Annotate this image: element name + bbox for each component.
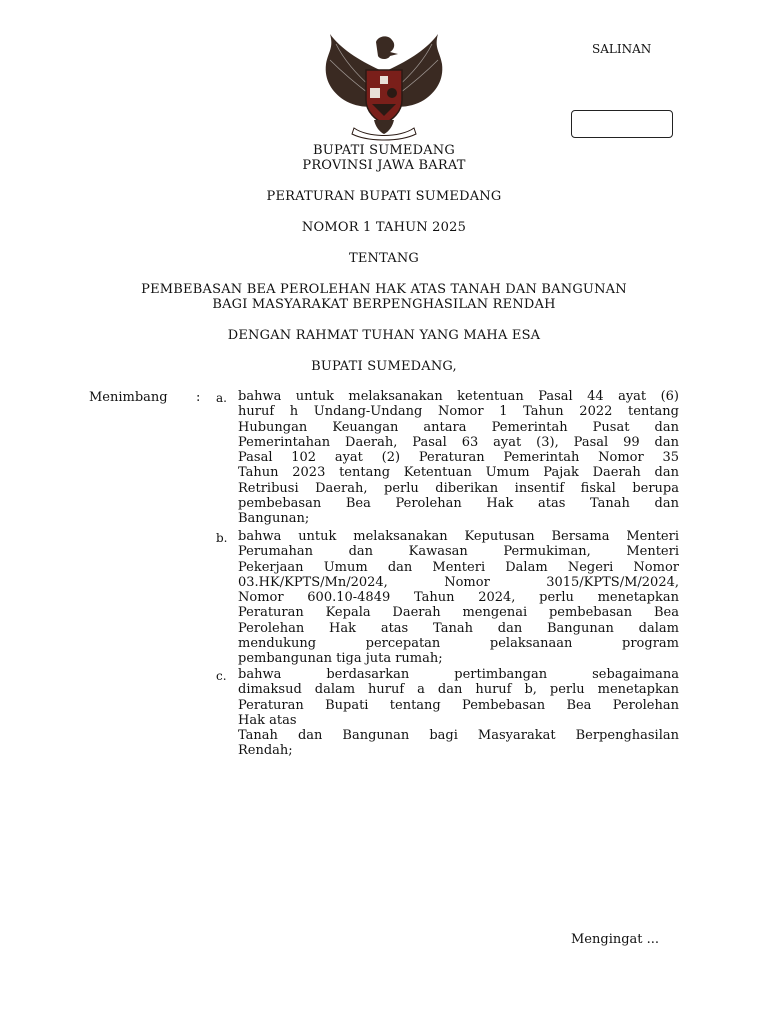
item-b-line: bahwa untuk melaksanakan Keputusan Bersama Menteri (238, 529, 679, 544)
item-c-line: Peraturan Bupati tentang Pembebasan Bea Perolehan (238, 697, 679, 713)
item-a-line: bahwa untuk melaksanakan ketentuan Pasal 44 ayat (6) (238, 389, 679, 404)
authority-line-2: PROVINSI JAWA BARAT (302, 158, 466, 173)
item-letter-a: a. (216, 391, 227, 405)
issuer-line: BUPATI SUMEDANG, (311, 359, 457, 374)
considering-item-a (238, 389, 679, 527)
doc-about: TENTANG (348, 251, 420, 266)
item-a-line: Hubungan Keuangan antara Pemerintah Pusat dan (238, 419, 679, 435)
item-c-line: Hak atas (238, 712, 297, 728)
item-c-line: bahwa berdasarkan pertimbangan sebagaimana (238, 667, 679, 682)
item-b-line: mendukung percepatan pelaksanaan program (238, 636, 679, 652)
item-a-line: Pemerintahan Daerah, Pasal 63 ayat (3), Pasal 99 dan (238, 434, 679, 450)
item-a-line: huruf h Undang-Undang Nomor 1 Tahun 2022 tentang (238, 404, 679, 420)
continuation-marker: Mengingat ... (571, 932, 660, 947)
item-a-line: pembebasan Bea Perolehan Hak atas Tanah dan (238, 496, 679, 512)
copy-mark: SALINAN (592, 42, 652, 56)
considering-label: Menimbang (89, 390, 168, 405)
considering-colon: : (196, 390, 201, 405)
garuda-emblem-icon (318, 30, 450, 142)
item-b-line: Nomor 600.10-4849 Tahun 2024, perlu menetapkan (238, 590, 679, 606)
item-a-line: Pasal 102 ayat (2) Peraturan Pemerintah Nomor 35 (238, 450, 679, 466)
stamp-box (571, 110, 673, 138)
item-a-line: Tahun 2023 tentang Ketentuan Umum Pajak Daerah dan (238, 465, 679, 481)
item-b-line: Perumahan dan Kawasan Permukiman, Menteri (238, 544, 679, 560)
doc-number: NOMOR 1 TAHUN 2025 (301, 220, 467, 235)
item-c-line: Tanah dan Bangunan bagi Masyarakat Berpenghasilan (238, 728, 679, 744)
considering-item-b (238, 529, 679, 667)
considering-item-c (238, 667, 679, 759)
doc-type: PERATURAN BUPATI SUMEDANG (266, 189, 502, 204)
item-a-line: Retribusi Daerah, perlu diberikan insentif fiskal berupa (238, 480, 679, 496)
item-c-line: dimaksud dalam huruf a dan huruf b, perlu menetapkan (238, 682, 679, 698)
item-b-line: 03.HK/KPTS/Mn/2024, Nomor 3015/KPTS/M/2024, (238, 574, 679, 590)
item-c-line: Rendah; (238, 743, 293, 759)
item-b-line: Pekerjaan Umum dan Menteri Dalam Negeri Nomor (238, 559, 679, 575)
item-letter-b: b. (216, 531, 228, 545)
subject-line-2: BAGI MASYARAKAT BERPENGHASILAN RENDAH (212, 297, 556, 312)
authority-line-1: BUPATI SUMEDANG (313, 143, 455, 158)
item-a-line: Bangunan; (238, 511, 310, 527)
item-b-line: pembangunan tiga juta rumah; (238, 651, 443, 667)
subject-line-1: PEMBEBASAN BEA PEROLEHAN HAK ATAS TANAH DAN BANGUNAN (141, 282, 627, 297)
blessing-line: DENGAN RAHMAT TUHAN YANG MAHA ESA (227, 328, 541, 343)
item-letter-c: c. (216, 669, 227, 683)
item-b-line: Peraturan Kepala Daerah mengenai pembebasan Bea (238, 605, 679, 621)
item-b-line: Perolehan Hak atas Tanah dan Bangunan dalam (238, 620, 679, 636)
